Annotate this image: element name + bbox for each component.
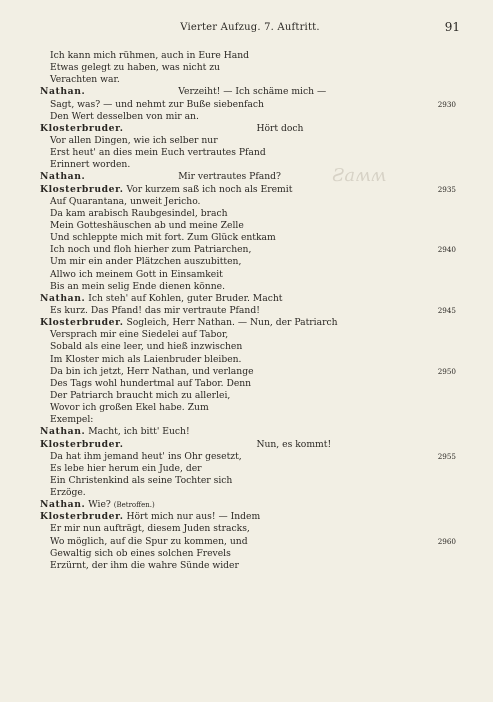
line-text: Da bin ich jetzt, Herr Nathan, und verlange [50,365,254,377]
line-text: Erzöge. [50,487,86,499]
verse-number: 2960 [437,536,456,546]
verse-number: 2935 [437,184,456,194]
line-text: Sagt, was? — und nehmt zur Buße siebenfach [50,98,264,110]
speaker-name: Nathan. [40,171,86,183]
verse-line [40,62,470,74]
verse-line [40,378,470,390]
speaker-name: Nathan. [40,86,86,98]
line-text: Vor kurzem saß ich noch als Eremit [126,183,293,195]
speaker-name: Klosterbruder. [40,122,124,134]
verse-line [40,536,470,548]
line-text: Nun, es kommt! [256,438,332,450]
verse-line [40,463,470,475]
line-text: Hört doch [256,122,304,134]
speech-line [40,86,470,98]
speech-line [40,123,470,135]
verse-line [40,487,470,499]
play-text [40,50,470,572]
verse-line [40,269,470,281]
line-text: Sobald als eine leer, und hieß inzwischen [50,341,243,353]
speaker-name: Klosterbruder. [40,438,124,450]
speaker-name: Nathan. [40,292,86,304]
stage-direction: (Betroffen.) [113,501,155,510]
line-text: Verzeiht! — Ich schäme mich — [178,86,327,98]
verse-line [40,329,470,341]
line-text: Allwo ich meinem Gott in Einsamkeit [50,268,223,280]
line-text: Ich noch und floh hierher zum Patriarchen, [50,244,252,256]
speaker-name: Nathan. [40,499,86,511]
line-text: Etwas gelegt zu haben, was nicht zu [50,62,220,74]
line-text: Wo möglich, auf die Spur zu kommen, und [50,535,248,547]
line-text: Ein Christenkind als seine Tochter sich [50,474,233,486]
line-text: Wovor ich großen Ekel habe. Zum [50,402,209,414]
svg-text:Ƨaʍʍ: Ƨaʍʍ [332,165,386,186]
speech-line [40,426,470,438]
line-text: Der Patriarch braucht mich zu allerlei, [50,389,231,401]
line-text: Erinnert worden. [50,159,131,171]
speech-line [40,171,470,183]
verse-number: 2955 [437,451,456,461]
verse-line [40,560,470,572]
verse-number: 2930 [437,99,456,109]
line-text: Auf Quarantana, unweit Jericho. [50,195,201,207]
verse-line [40,232,470,244]
verse-line [40,50,470,62]
verse-line [40,354,470,366]
speech-line [40,184,470,196]
line-text: Im Kloster mich als Laienbruder bleiben. [50,353,242,365]
speaker-name: Klosterbruder. [40,511,124,523]
speaker-name: Klosterbruder. [40,317,124,329]
line-text: Ich steh' auf Kohlen, guter Bruder. Macht [88,292,283,304]
verse-line [40,147,470,159]
line-text: Des Tags wohl hundertmal auf Tabor. Denn [50,377,252,389]
line-text: Mir vertrautes Pfand? [178,171,281,183]
line-text: Und schleppte mich mit fort. Zum Glück entkam [50,232,276,244]
verse-line [40,135,470,147]
line-text: Bis an mein selig Ende dienen könne. [50,280,225,292]
line-text: Da hat ihm jemand heut' ins Ohr gesetzt, [50,450,242,462]
verse-line [40,244,470,256]
line-text: Den Wert desselben von mir an. [50,110,199,122]
verse-line [40,256,470,268]
verse-line [40,220,470,232]
page-header [40,22,460,38]
verse-line [40,159,470,171]
line-text: Gewaltig sich ob eines solchen Frevels [50,547,231,559]
line-text: Vor allen Dingen, wie ich selber nur [50,134,218,146]
line-text: Da kam arabisch Raubgesindel, brach [50,207,228,219]
verse-line [40,208,470,220]
verse-line [40,414,470,426]
verse-line [40,402,470,414]
verse-line [40,451,470,463]
line-text: Mein Gotteshäuschen ab und meine Zelle [50,219,244,231]
verse-line [40,99,470,111]
page-number: 91 [444,20,460,34]
verse-number: 2950 [437,366,456,376]
speaker-name: Nathan. [40,426,86,438]
line-text: Um mir ein ander Plätzchen auszubitten, [50,256,242,268]
verse-line [40,390,470,402]
line-text: Verachten war. [50,74,120,86]
speech-line [40,499,470,511]
line-text: Versprach mir eine Siedelei auf Tabor, [50,329,229,341]
verse-line [40,111,470,123]
line-text: Es kurz. Das Pfand! das mir vertraute Pfand! [50,304,260,316]
verse-line [40,475,470,487]
verse-line [40,281,470,293]
line-text: Erzürnt, der ihm die wahre Sünde wider [50,559,239,571]
line-text: Sogleich, Herr Nathan. — Nun, der Patriarch [126,317,338,329]
verse-number: 2940 [437,245,456,255]
line-text: Es lebe hier herum ein Jude, der [50,462,202,474]
line-text: Exempel: [50,414,94,426]
verse-line [40,196,470,208]
verse-line [40,548,470,560]
line-text: Er mir nun aufträgt, diesem Juden stracks, [50,523,250,535]
line-text: Ich kann mich rühmen, auch in Eure Hand [50,50,249,61]
line-text: Wie? [88,499,111,511]
speech-line [40,511,470,523]
speech-line [40,293,470,305]
verse-line [40,523,470,535]
running-title: Vierter Aufzug. 7. Auftritt. [180,22,320,33]
line-text: Macht, ich bitt' Euch! [88,426,190,438]
speaker-name: Klosterbruder. [40,183,124,195]
verse-line [40,74,470,86]
verse-line [40,305,470,317]
verse-line [40,366,470,378]
line-text: Erst heut' an dies mein Euch vertrautes Pfand [50,147,266,159]
verse-line [40,341,470,353]
line-text: Hört mich nur aus! — Indem [126,511,261,523]
speech-line [40,439,470,451]
verse-number: 2945 [437,305,456,315]
speech-line [40,317,470,329]
